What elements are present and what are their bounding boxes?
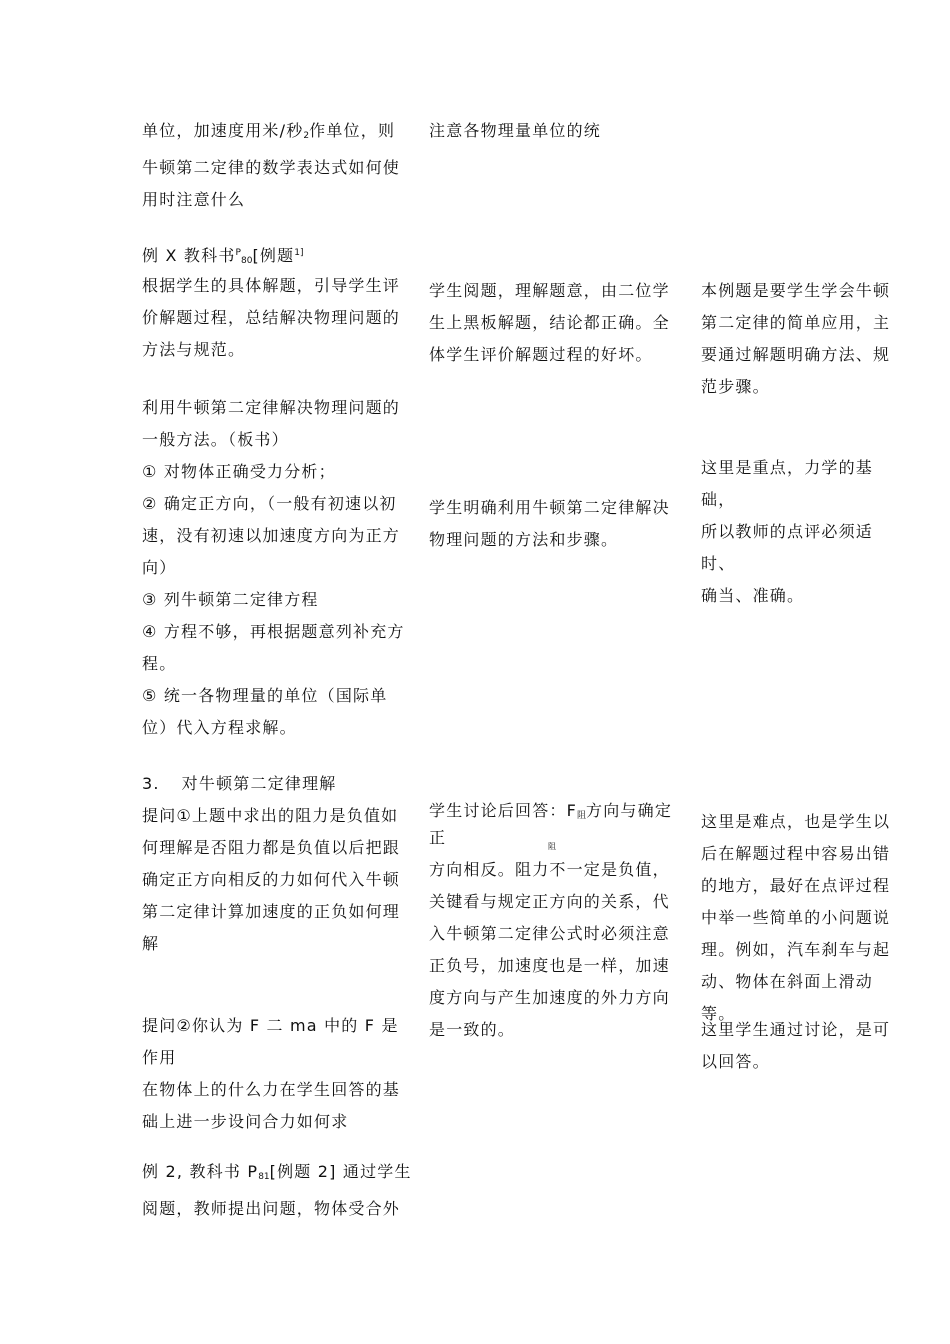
list-item: ③ 列牛顿第二定律方程 (142, 590, 319, 609)
text-line: 中举一些简单的小问题说 (701, 908, 891, 927)
text-line (429, 800, 685, 827)
design-note-key-point (701, 452, 906, 612)
section-3-heading (142, 768, 414, 800)
text-line: 这里是重点，力学的基础， (701, 458, 874, 509)
text-run: 学生讨论后回答：F (429, 801, 578, 820)
text-line: 价解题过程，总结解决物理问题的 (142, 308, 401, 327)
student-reading (429, 275, 685, 371)
text-line: 阅题，教师提出问题，物体受合外 (142, 1199, 401, 1218)
text-line: 后在解题过程中容易出错 (701, 844, 891, 863)
question-1 (142, 800, 414, 960)
text-line: 利用牛顿第二定律解决物理问题的 (142, 398, 401, 417)
text-line: 根据学生的具体解题，引导学生评 (142, 276, 401, 295)
text-line: 以回答。 (701, 1052, 770, 1071)
unit-question (142, 115, 414, 216)
tiny-mark: 阻 (548, 842, 556, 851)
text-run: 单位，加速度用米/秒 (142, 121, 304, 140)
text-line: 范步骤。 (701, 377, 770, 396)
text-line: 注意各物理量单位的统 (429, 121, 602, 140)
section-title: 对牛顿第二定律理解 (181, 774, 337, 793)
subscript: 80 (240, 256, 253, 266)
text-line: 关键看与规定正方向的关系，代 (429, 892, 670, 911)
list-item: ⑤ 统一各物理量的单位（国际单 (142, 686, 388, 705)
text-line (142, 115, 414, 152)
text-line: 要通过解题明确方法、规 (701, 345, 891, 364)
superscript: 1] (294, 248, 304, 258)
text-line: 正负号，加速度也是一样，加速 (429, 956, 670, 975)
text-line: 提问①上题中求出的阻力是负值如 (142, 806, 399, 825)
text-run: 例 X 教科书 (142, 246, 236, 265)
text-line: 所以教师的点评必须适时、 (701, 522, 874, 573)
list-item: ① 对物体正确受力分析； (142, 462, 336, 481)
text-line: 物理问题的方法和步骤。 (429, 530, 619, 549)
text-line: 在物体上的什么力在学生回答的基 (142, 1080, 401, 1099)
text-run: [例题 2] 通过学生 (269, 1162, 412, 1181)
text-run: 作单位，则 (309, 121, 396, 140)
text-line: 提问②你认为 F 二 ma 中的 F 是作用 (142, 1016, 399, 1067)
text-line: 本例题是要学生学会牛顿 (701, 281, 891, 300)
example-2 (142, 1156, 414, 1225)
text-line: 位）代入方程求解。 (142, 718, 297, 737)
text-line: 学生阅题，理解题意，由二位学 (429, 281, 670, 300)
discussion-answer (429, 854, 685, 1046)
text-run: [例题 (252, 246, 295, 265)
text-line: 牛顿第二定律的数学表达式如何使 (142, 158, 401, 177)
text-line: 第二定律的简单应用，主 (701, 313, 891, 332)
design-note-difficulty (701, 806, 906, 1023)
text-line (142, 768, 414, 800)
list-item: ② 确定正方向，（一般有初速以初 (142, 494, 397, 513)
text-run: 方向与确定 (586, 801, 673, 820)
method-list (142, 392, 414, 744)
subscript: 81 (258, 1172, 270, 1182)
design-note-purpose (701, 275, 906, 403)
text-line: 这里是难点，也是学生以 (701, 812, 891, 831)
design-note-answer (701, 1014, 906, 1078)
text-line: 确当、准确。 (701, 586, 805, 605)
text-line: 确定正方向相反的力如何代入牛顿 (142, 870, 401, 889)
text-run: 例 2, 教科书 P (142, 1162, 259, 1181)
text-line: 向） (142, 558, 177, 577)
discussion-answer-head (429, 800, 685, 849)
subscript: 阻 (577, 811, 587, 821)
text-line: 体学生评价解题过程的好坏。 (429, 345, 653, 364)
text-line: 度方向与产生加速度的外力方向 (429, 988, 670, 1007)
text-line: 动、物体在斜面上滑动等。 (701, 972, 874, 1023)
subscript: 2 (303, 131, 310, 141)
clipped-note (429, 117, 685, 140)
text-line: 学生明确利用牛顿第二定律解决 (429, 498, 670, 517)
text-line: 的地方，最好在点评过程 (701, 876, 891, 895)
text-line: 何理解是否阻力都是负值以后把跟 (142, 838, 401, 857)
text-line: 速，没有初速以加速度方向为正方 (142, 526, 401, 545)
question-2 (142, 1010, 414, 1138)
superscript: P (235, 248, 241, 258)
text-line: 础上进一步设问合力如何求 (142, 1112, 349, 1131)
text-line: 解 (142, 934, 160, 953)
text-line: 正 (429, 828, 447, 847)
text-line: 程。 (142, 654, 177, 673)
text-line: 是一致的。 (429, 1020, 516, 1039)
text-line: 第二定律计算加速度的正负如何理 (142, 902, 401, 921)
text-line: 用时注意什么 (142, 190, 246, 209)
guide-paragraph (142, 270, 414, 366)
text-line (142, 1156, 414, 1193)
list-item: ④ 方程不够，再根据题意列补充方 (142, 622, 405, 641)
text-line: 方法与规范。 (142, 340, 246, 359)
section-number: 3. (142, 774, 160, 793)
text-line: 生上黑板解题，结论都正确。全 (429, 313, 670, 332)
text-line: 理。例如，汽车刹车与起 (701, 940, 891, 959)
text-line: 这里学生通过讨论，是可 (701, 1020, 891, 1039)
text-line: 方向相反。阻力不一定是负值， (429, 860, 670, 879)
text-line: 一般方法。（板书） (142, 430, 289, 449)
student-understanding (429, 492, 685, 556)
text-line: 入牛顿第二定律公式时必须注意 (429, 924, 670, 943)
